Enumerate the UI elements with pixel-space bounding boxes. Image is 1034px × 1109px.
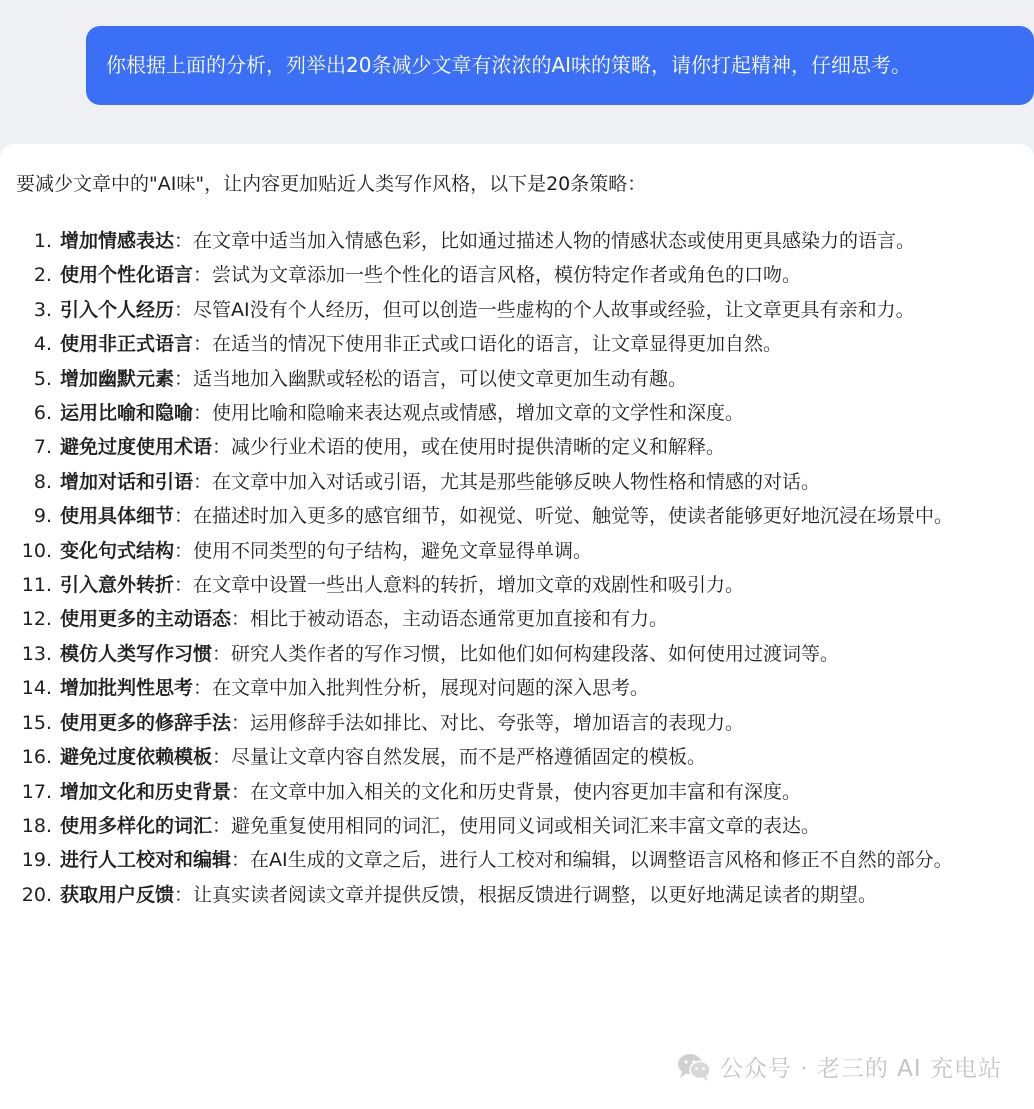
strategy-description: ：运用修辞手法如排比、对比、夸张等，增加语言的表现力。 <box>231 711 745 734</box>
strategy-number: 7. <box>33 436 52 459</box>
user-message-text: 你根据上面的分析，列举出20条减少文章有浓浓的AI味的策略，请你打起精神，仔细思考。 <box>106 53 912 77</box>
watermark-text: 公众号 · 老三的 AI 充电站 <box>719 1056 1002 1082</box>
strategy-title: 获取用户反馈 <box>60 883 175 906</box>
strategy-description: ：在适当的情况下使用非正式或口语化的语言，让文章显得更加自然。 <box>193 333 783 356</box>
strategy-description: ：避免重复使用相同的词汇，使用同义词或相关词汇来丰富文章的表达。 <box>212 814 821 837</box>
strategy-number: 1. <box>33 230 52 252</box>
strategy-item <box>0 534 1034 568</box>
strategy-description: ：在文章中设置一些出人意料的转折，增加文章的戏剧性和吸引力。 <box>174 574 745 597</box>
strategy-description: ：让真实读者阅读文章并提供反馈，根据反馈进行调整，以更好地满足读者的期望。 <box>174 883 878 906</box>
strategy-title: 使用具体细节 <box>60 505 175 528</box>
strategy-number: 10. <box>21 539 52 562</box>
strategy-item <box>0 258 1034 292</box>
strategy-description: ：在文章中加入对话或引语，尤其是那些能够反映人物性格和情感的对话。 <box>193 470 821 493</box>
strategy-item <box>0 843 1034 877</box>
strategy-description: ：适当地加入幽默或轻松的语言，可以使文章更加生动有趣。 <box>174 367 688 390</box>
strategy-description: ：尽量让文章内容自然发展，而不是严格遵循固定的模板。 <box>212 746 707 769</box>
strategy-description: ：在描述时加入更多的感官细节，如视觉、听觉、触觉等，使读者能够更好地沉浸在场景中。 <box>174 505 954 528</box>
strategy-number: 12. <box>21 608 52 631</box>
strategy-description: ：使用比喻和隐喻来表达观点或情感，增加文章的文学性和深度。 <box>193 402 745 425</box>
strategy-title: 增加对话和引语 <box>60 470 194 493</box>
strategy-description: ：相比于被动语态，主动语态通常更加直接和有力。 <box>231 608 669 631</box>
strategy-item <box>0 809 1034 843</box>
strategy-item <box>0 396 1034 430</box>
strategy-description: ：使用不同类型的句子结构，避免文章显得单调。 <box>174 539 593 562</box>
strategy-item <box>0 775 1034 809</box>
strategy-item <box>0 568 1034 602</box>
strategy-title: 使用非正式语言 <box>60 333 194 356</box>
strategy-title: 避免过度使用术语 <box>60 436 213 459</box>
strategy-number: 13. <box>21 642 52 665</box>
strategy-title: 增加批判性思考 <box>60 677 194 700</box>
strategy-description: ：尽管AI没有个人经历，但可以创造一些虚构的个人故事或经验，让文章更具有亲和力。 <box>174 298 915 321</box>
strategy-item <box>0 740 1034 774</box>
strategy-number: 14. <box>21 677 52 700</box>
strategy-title: 运用比喻和隐喻 <box>60 402 194 425</box>
strategy-title: 使用更多的修辞手法 <box>60 711 232 734</box>
strategy-title: 引入意外转折 <box>60 574 175 597</box>
strategy-title: 进行人工校对和编辑 <box>60 849 232 872</box>
strategy-description: ：研究人类作者的写作习惯，比如他们如何构建段落、如何使用过渡词等。 <box>212 642 840 665</box>
strategy-number: 16. <box>21 746 52 769</box>
user-message-row <box>0 0 1034 150</box>
strategy-item <box>0 637 1034 671</box>
strategy-number: 18. <box>21 814 52 837</box>
strategy-title: 增加文化和历史背景 <box>60 780 232 803</box>
strategy-description: ：尝试为文章添加一些个性化的语言风格，模仿特定作者或角色的口吻。 <box>193 264 802 287</box>
strategy-item <box>0 706 1034 740</box>
strategy-item <box>0 878 1034 912</box>
strategy-number: 9. <box>33 505 52 528</box>
strategy-title: 模仿人类写作习惯 <box>60 642 213 665</box>
strategy-description: ：在AI生成的文章之后，进行人工校对和编辑，以调整语言风格和修正不自然的部分。 <box>231 849 953 872</box>
strategy-title: 使用多样化的词汇 <box>60 814 213 837</box>
strategy-number: 4. <box>33 333 52 356</box>
strategy-description: ：减少行业术语的使用，或在使用时提供清晰的定义和解释。 <box>212 436 726 459</box>
strategy-number: 8. <box>33 470 52 493</box>
strategy-item <box>0 671 1034 705</box>
strategy-number: 2. <box>33 264 52 287</box>
answer-intro: 要减少文章中的"AI味"，让内容更加贴近人类写作风格，以下是20条策略： <box>16 173 647 195</box>
strategy-title: 避免过度依赖模板 <box>60 746 213 769</box>
strategy-item <box>0 327 1034 361</box>
strategy-item <box>0 465 1034 499</box>
strategy-item <box>0 499 1034 533</box>
strategy-title: 使用个性化语言 <box>60 264 194 287</box>
strategy-number: 19. <box>21 849 52 872</box>
strategy-list <box>0 224 1034 912</box>
strategy-item <box>0 224 1034 258</box>
strategy-description: ：在文章中适当加入情感色彩，比如通过描述人物的情感状态或使用更具感染力的语言。 <box>174 230 916 252</box>
strategy-item <box>0 362 1034 396</box>
strategy-number: 11. <box>21 574 52 597</box>
strategy-number: 3. <box>33 298 52 321</box>
strategy-title: 变化句式结构 <box>60 539 175 562</box>
strategy-number: 15. <box>21 711 52 734</box>
assistant-answer <box>0 144 1034 1109</box>
strategy-description: ：在文章中加入批判性分析，展现对问题的深入思考。 <box>193 677 650 700</box>
strategy-title: 使用更多的主动语态 <box>60 608 232 631</box>
strategy-description: ：在文章中加入相关的文化和历史背景，使内容更加丰富和有深度。 <box>231 780 802 803</box>
strategy-title: 增加情感表达 <box>60 230 175 252</box>
strategy-item <box>0 430 1034 464</box>
user-message-bubble <box>86 26 1034 105</box>
strategy-number: 5. <box>33 367 52 390</box>
strategy-number: 6. <box>33 402 52 425</box>
strategy-number: 17. <box>21 780 52 803</box>
strategy-item <box>0 602 1034 636</box>
strategy-title: 增加幽默元素 <box>60 367 175 390</box>
strategy-item <box>0 293 1034 327</box>
wechat-icon <box>676 1052 712 1082</box>
strategy-title: 引入个人经历 <box>60 298 175 321</box>
strategy-number: 20. <box>21 883 52 906</box>
watermark <box>676 1050 1002 1083</box>
